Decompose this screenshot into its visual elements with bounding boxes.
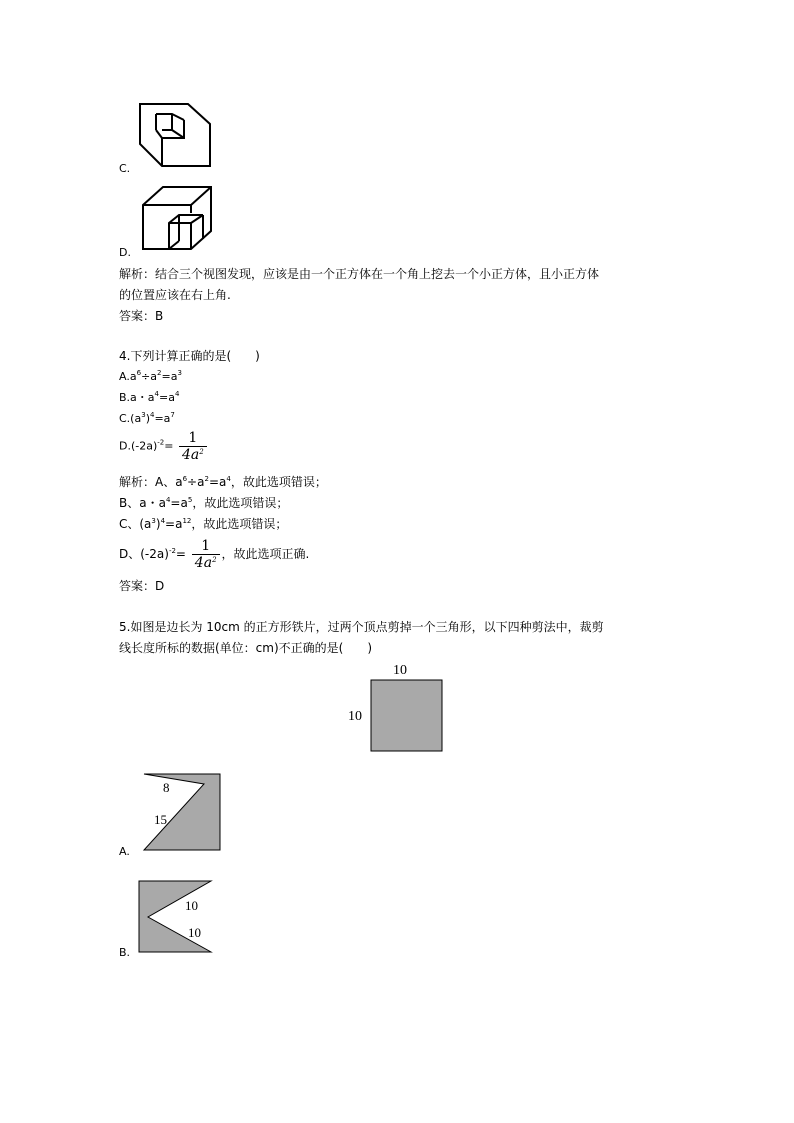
option-b-label: B. <box>119 946 131 959</box>
figure-a-top-label: 8 <box>163 780 170 795</box>
q4-option-c: $C.(a^3)^4=a^7$ <box>119 411 175 425</box>
fraction-denominator: 4a <box>194 555 213 571</box>
fraction-numerator: 1 <box>192 538 220 555</box>
square-top-label: 10 <box>393 663 407 678</box>
figure-b-bottom-label: 10 <box>188 925 201 940</box>
q4-analysis-d-text: D、(-2a) <box>119 547 169 561</box>
square-left-label: 10 <box>348 709 362 724</box>
q4-option-d-text: D.(-2a) <box>119 439 158 453</box>
q4-option-a-text: A.a <box>119 370 137 383</box>
fraction-numerator: 1 <box>179 430 207 447</box>
q4-analysis-d: D、$(-2a)^{-2}=$ $\frac{1}{4a^2}$ ，故此选项正确. <box>119 538 310 571</box>
q4-analysis-a-text: 解析：A、a <box>119 475 183 489</box>
q4-analysis-c-text: C、(a <box>119 517 152 531</box>
q4-option-d: $D.(-2a)^{-2}=$ $\frac{1}{4a^2}$ <box>119 430 209 463</box>
q4-option-a: $A.a^6\div a^2=a^3$ <box>119 369 182 383</box>
q4-option-c-text: C.(a <box>119 412 142 425</box>
q5-stem-line2: 线长度所标的数据(单位：cm)不正确的是( ) <box>119 641 373 655</box>
gray-square <box>371 680 442 751</box>
q4-analysis-d-suffix: ，故此选项正确. <box>221 547 310 561</box>
figure-b-top-label: 10 <box>185 898 198 913</box>
square-figure <box>340 658 450 754</box>
figure-b <box>136 879 216 955</box>
fraction-denominator: 4a <box>181 447 200 463</box>
q4-stem: 4.下列计算正确的是( ) <box>119 349 260 363</box>
figure-a-bottom-label: 15 <box>154 812 167 827</box>
q4-option-b: B.a・$a^4=a^4$ <box>119 390 180 404</box>
figure-a <box>140 772 224 854</box>
q4-analysis-b: B、a・$a^4=a^5$，故此选项错误； <box>119 496 289 510</box>
figure-d-cube <box>139 183 215 253</box>
q4-analysis-a-suffix: ，故此选项错误； <box>230 475 327 489</box>
q4-analysis-c: C、$(a^3)^4=a^{12}$，故此选项错误； <box>119 517 288 531</box>
option-a-label: A. <box>119 845 130 858</box>
q4-analysis-d-fraction: $\frac{1}{4a^2}$ <box>192 538 220 571</box>
figure-b-shape <box>139 881 211 952</box>
option-d-label: D. <box>119 246 131 259</box>
q3-answer: 答案：B <box>119 309 164 323</box>
q5-stem-line1: 5.如图是边长为 10cm 的正方形铁片，过两个顶点剪掉一个三角形，以下四种剪法中，裁剪 <box>119 620 604 634</box>
q4-analysis-b-suffix: ，故此选项错误； <box>192 496 289 510</box>
q4-option-d-fraction: $\frac{1}{4a^2}$ <box>179 430 207 463</box>
figure-c-cube <box>136 100 212 170</box>
q3-analysis-line2: 的位置应该在右上角. <box>119 288 231 302</box>
q4-answer: 答案：D <box>119 579 165 593</box>
q4-analysis-b-text: B、a・a <box>119 496 166 510</box>
q4-analysis-c-suffix: ，故此选项错误； <box>191 517 288 531</box>
q4-analysis-a: 解析：A、$a^6\div a^2=a^4$，故此选项错误； <box>119 475 327 489</box>
q3-analysis-line1: 解析：结合三个视图发现，应该是由一个正方体在一个角上挖去一个小正方体，且小正方体 <box>119 267 600 281</box>
option-c-label: C. <box>119 162 131 175</box>
q4-option-b-text: B.a・a <box>119 391 155 404</box>
